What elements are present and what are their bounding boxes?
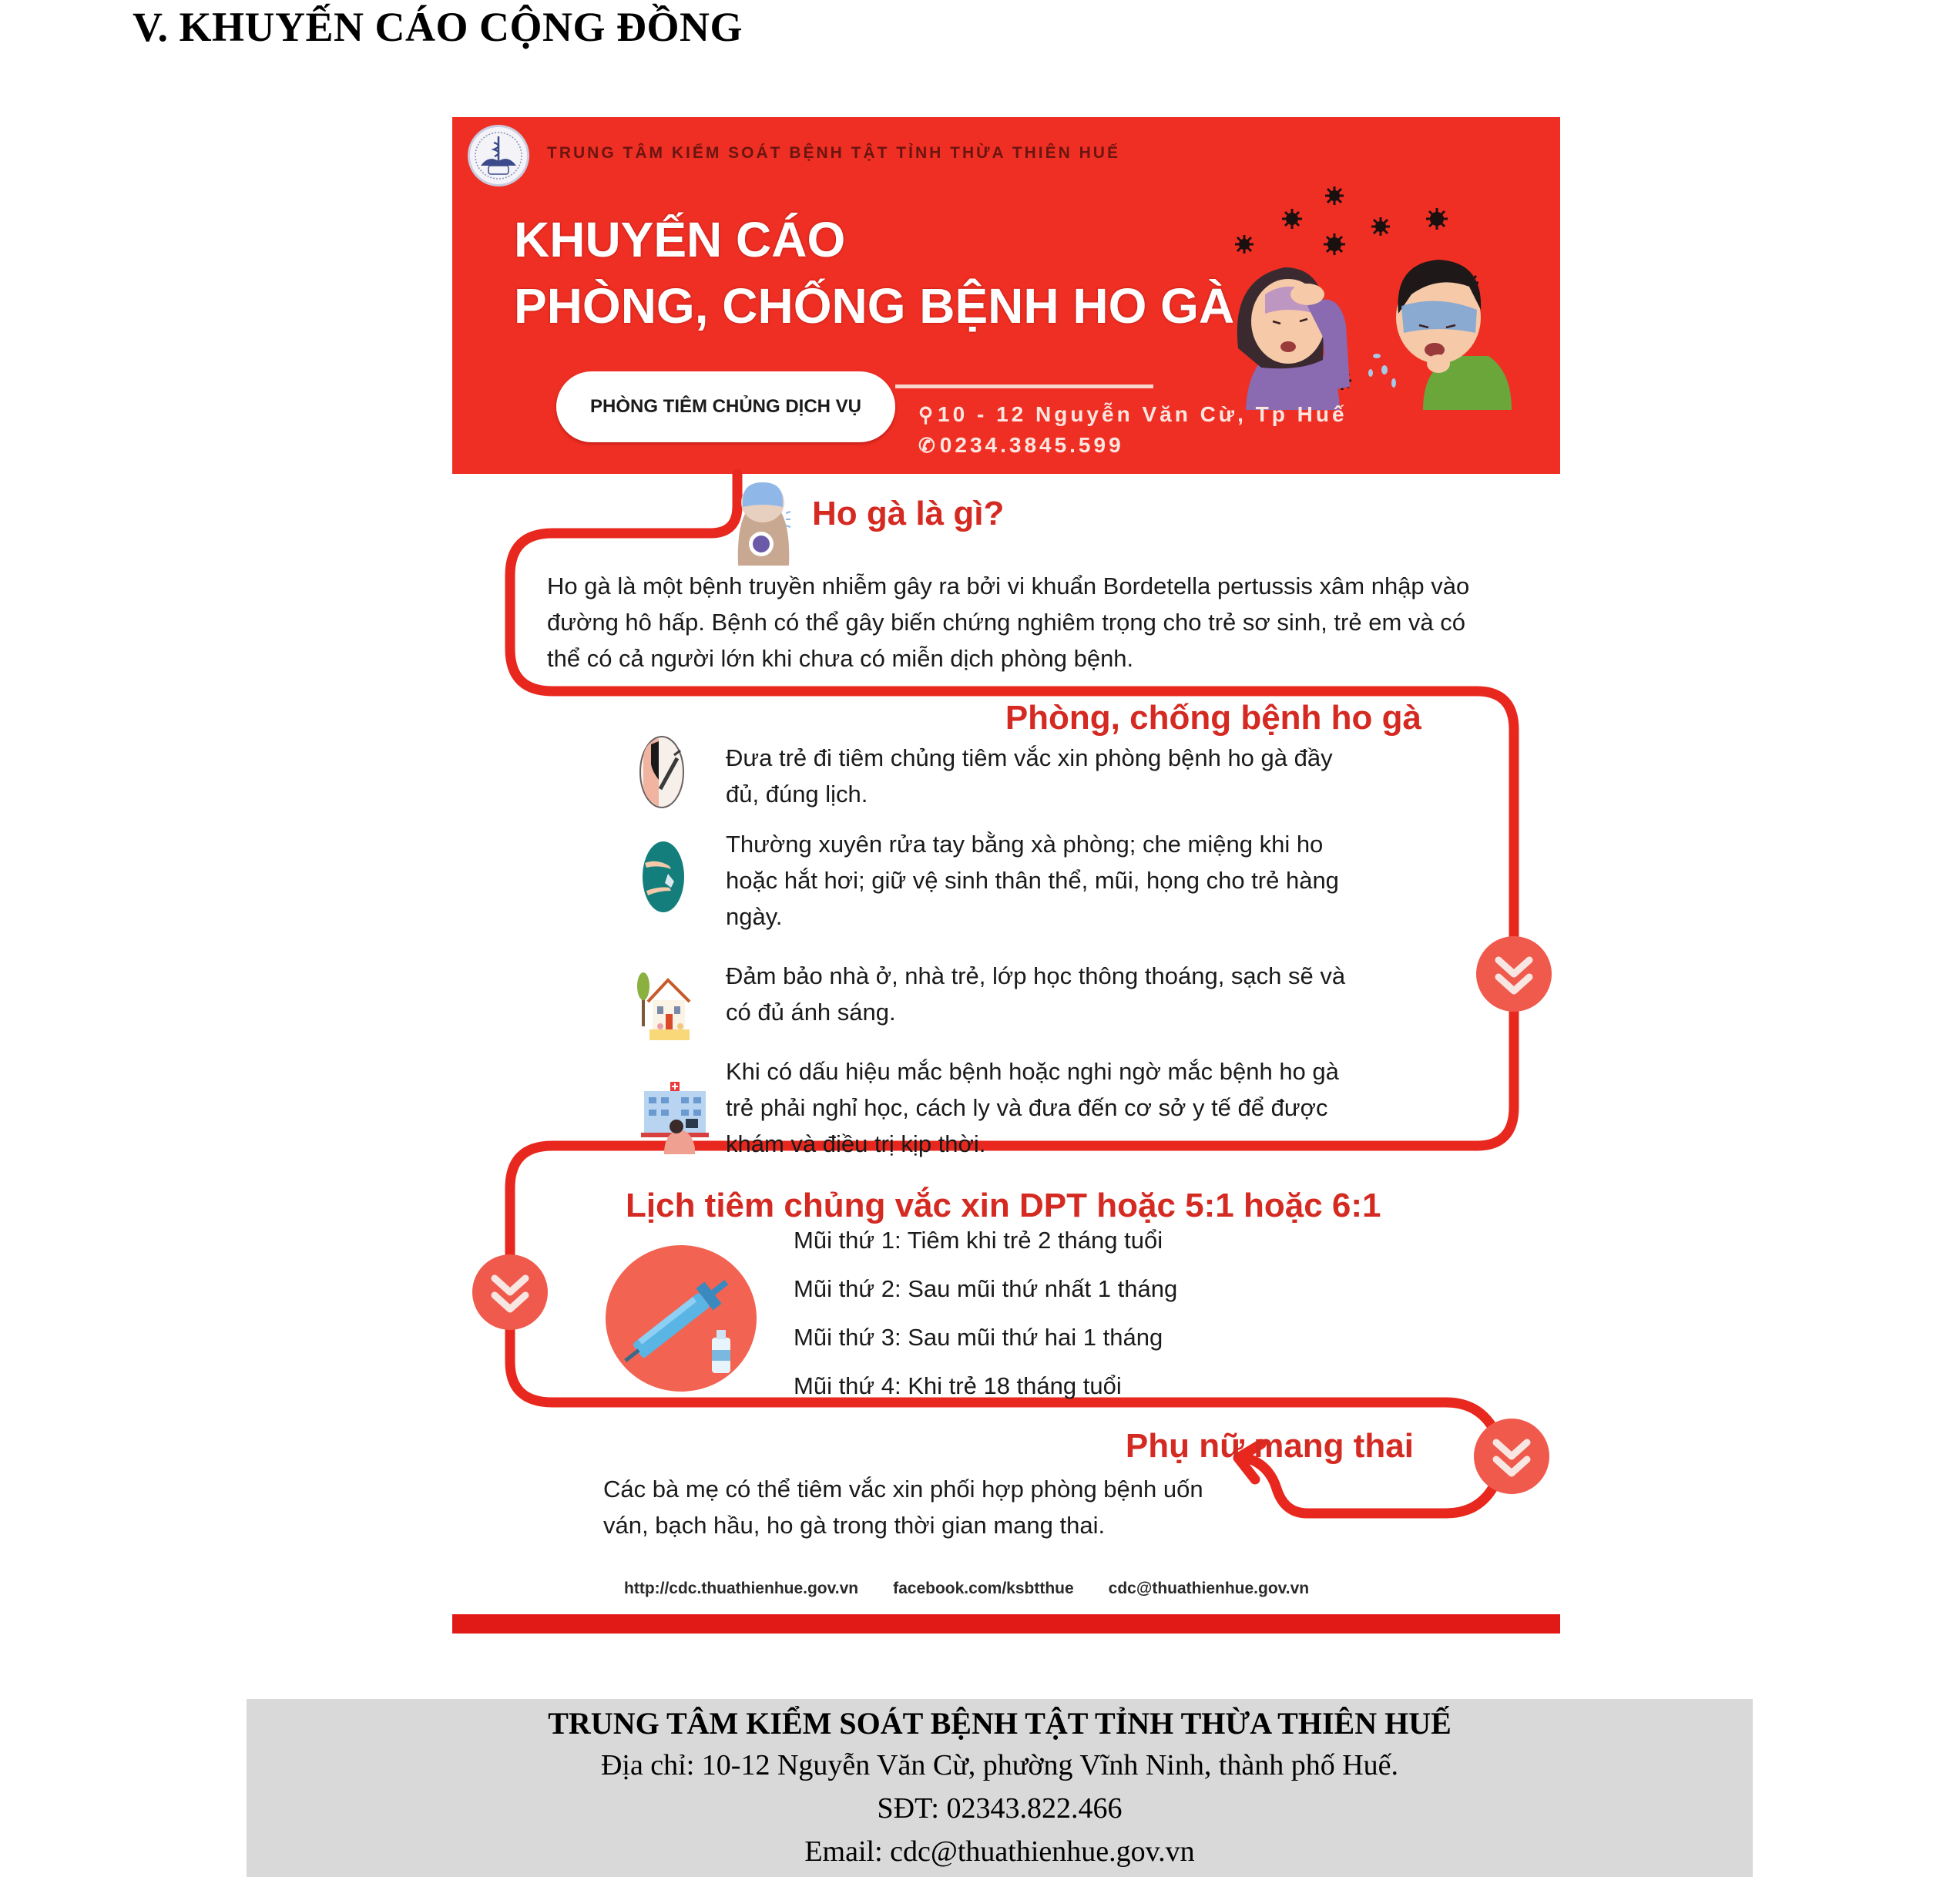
infographic-poster [452, 117, 1560, 1634]
pill-label: PHÒNG TIÊM CHỦNG DỊCH VỤ [589, 396, 861, 417]
hospital-icon [641, 1079, 710, 1156]
facebook-link[interactable]: facebook.com/ksbtthue [893, 1580, 1074, 1597]
footer-email: Email: cdc@thuathienhue.gov.vn [804, 1835, 1195, 1868]
footer-phone: SĐT: 02343.822.466 [877, 1792, 1123, 1825]
pregnant-heading: Phụ nữ mang thai [1125, 1427, 1414, 1465]
prevention-item-text: Đảm bảo nhà ở, nhà trẻ, lớp học thông thoáng, sạch sẽ và có đủ ánh sáng. [726, 962, 1346, 1026]
pregnant-text: Các bà mẹ có thể tiêm vắc xin phối hợp phòng bệnh uốn ván, bạch hầu, ho gà trong thời gian mang thai. [603, 1476, 1203, 1539]
chevron-down-icon [1474, 934, 1554, 1014]
schedule-heading: Lịch tiêm chủng vắc xin DPT hoặc 5:1 hoặc 6:1 [626, 1187, 1381, 1224]
title-line-2: PHÒNG, CHỐNG BỆNH HO GÀ [514, 278, 1235, 334]
what-is-text: Ho gà là một bệnh truyền nhiễm gây ra bởi vi khuẩn Bordetella pertussis xâm nhập vào đường hô hấp. Bệnh có thể gây biến chứng nghiêm trọng cho trẻ sơ sinh, trẻ em và có thể có cả người lớn khi chưa có miễn dịch phòng bệnh. [547, 573, 1470, 672]
dose-item: Mũi thứ 4: Khi trẻ 18 tháng tuổi [794, 1372, 1122, 1399]
dose-item: Mũi thứ 2: Sau mũi thứ nhất 1 tháng [794, 1275, 1178, 1302]
syringe-vaccine-icon [604, 1244, 758, 1393]
footer-organization: TRUNG TÂM KIỂM SOÁT BỆNH TẬT TỈNH THỪA THIÊN HUẾ [548, 1706, 1452, 1741]
prevention-heading: Phòng, chống bệnh ho gà [1005, 699, 1421, 737]
phone-text: 0234.3845.599 [939, 433, 1124, 457]
website-link[interactable]: http://cdc.thuathienhue.gov.vn [624, 1580, 859, 1597]
section-title: V. KHUYẾN CÁO CỘNG ĐỒNG [133, 4, 743, 50]
handwashing-icon [642, 840, 685, 914]
house-icon [637, 965, 693, 1046]
phone-icon: ✆ [918, 433, 935, 457]
poster-bottom-bar [452, 1614, 1560, 1634]
organization-name: TRUNG TÂM KIỂM SOÁT BỆNH TẬT TỈNH THỪA THIÊN HUẾ [547, 144, 1120, 162]
what-is-heading: Ho gà là gì? [812, 495, 1005, 532]
vaccination-icon [639, 734, 685, 811]
prevention-item-text: Khi có dấu hiệu mắc bệnh hoặc nghi ngờ mắc bệnh ho gà trẻ phải nghỉ học, cách ly và đưa đến cơ sở y tế để được khám và điều trị kịp thời. [726, 1058, 1339, 1157]
dose-item: Mũi thứ 1: Tiêm khi trẻ 2 tháng tuổi [794, 1227, 1163, 1254]
address-text: 10 - 12 Nguyễn Văn Cừ, Tp Huế [938, 402, 1348, 426]
contact-links [624, 1580, 1309, 1598]
prevention-item-text: Thường xuyên rửa tay bằng xà phòng; che miệng khi ho hoặc hắt hơi; giữ vệ sinh thân thể, mũi, họng cho trẻ hàng ngày. [726, 831, 1339, 930]
coughing-child-icon [732, 479, 794, 568]
email-link[interactable]: cdc@thuathienhue.gov.vn [1108, 1580, 1310, 1597]
chevron-down-icon [470, 1252, 550, 1332]
chevron-down-icon [1472, 1416, 1552, 1496]
footer-address: Địa chỉ: 10-12 Nguyễn Văn Cừ, phường Vĩnh Ninh, thành phố Huế. [600, 1749, 1399, 1781]
footer-contact-box [247, 1699, 1753, 1877]
dose-item: Mũi thứ 3: Sau mũi thứ hai 1 tháng [794, 1324, 1163, 1351]
title-line-1: KHUYẾN CÁO [514, 212, 846, 267]
location-pin-icon: ⚲ [918, 402, 934, 426]
prevention-item-text: Đưa trẻ đi tiêm chủng tiêm vắc xin phòng bệnh ho gà đầy đủ, đúng lịch. [726, 744, 1333, 808]
